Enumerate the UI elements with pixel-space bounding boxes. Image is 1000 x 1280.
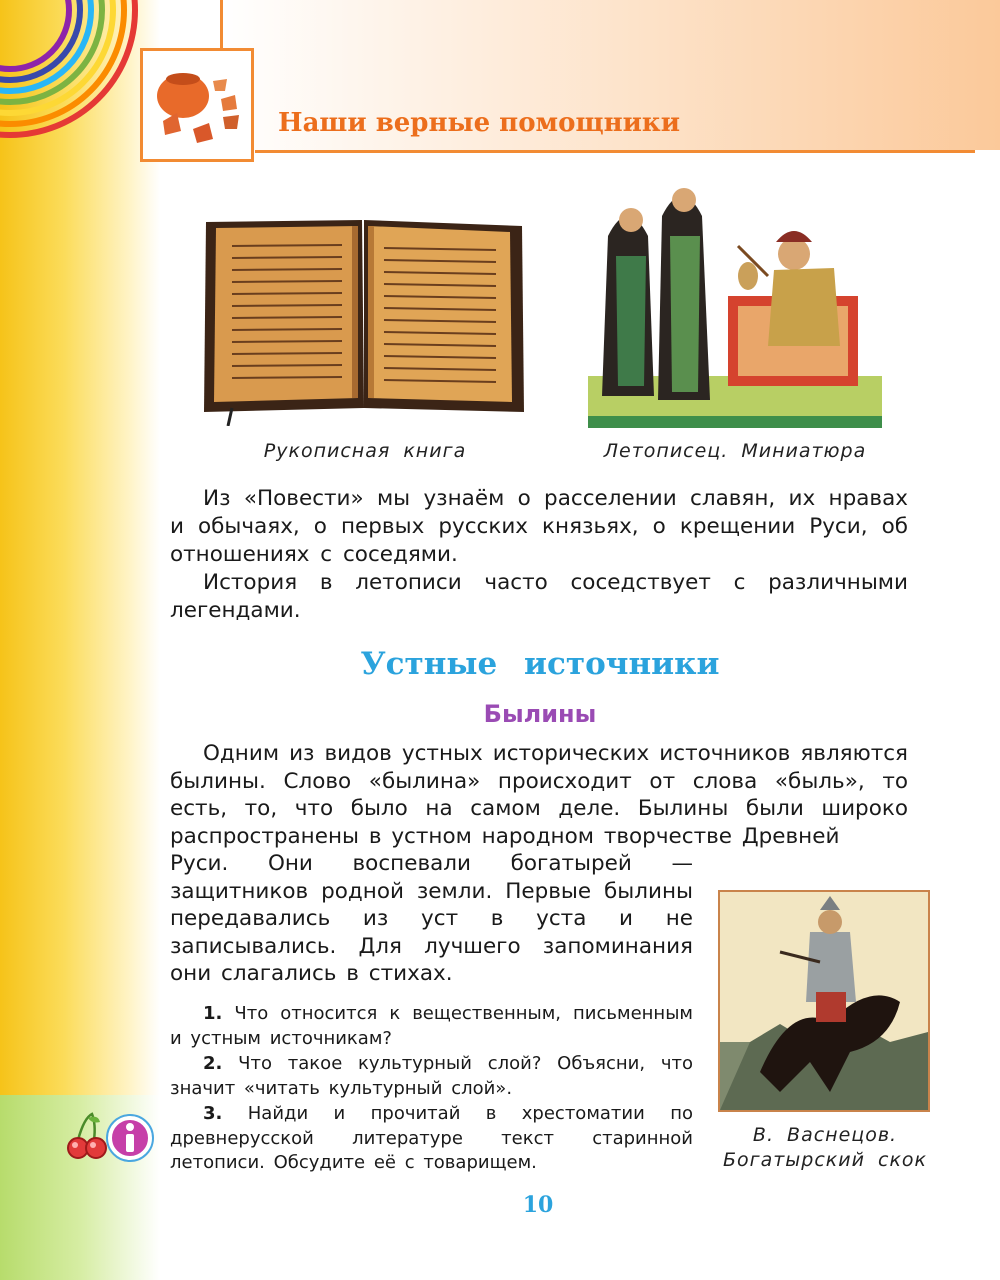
vasnetsov-caption-line2: Богатырский скок <box>722 1149 928 1171</box>
question-number: 3. <box>203 1103 223 1124</box>
task-icons <box>66 1110 156 1170</box>
book-caption: Рукописная книга <box>263 440 467 462</box>
question-text: Что такое культурный слой? Объясни, что значит «читать культурный слой». <box>170 1053 693 1099</box>
header-underline <box>255 150 975 153</box>
body-paragraph-wide <box>170 740 908 850</box>
rainbow-rings-decoration <box>0 0 140 140</box>
section-subtitle: Былины <box>483 700 597 728</box>
intro-paragraphs <box>170 485 908 625</box>
manuscript-book-image <box>192 212 536 426</box>
section-title: Устные источники <box>360 646 720 682</box>
question-item <box>170 1002 693 1051</box>
paragraph-povest: Из «Повести» мы узнаём о расселении славян, их нравах и обычаях, о первых русских князьях, о крещении Руси, об отношениях с соседями. <box>170 486 908 567</box>
questions-list <box>170 1002 693 1177</box>
page-number: 10 <box>522 1192 554 1218</box>
body-paragraph-narrow: Руси. Они воспевали богатырей — защитников родной земли. Первые былины передавались из уст в уста и не записывались. Для лучшего запоминания они слагались в стихах. <box>170 851 693 987</box>
question-number: 2. <box>203 1053 223 1074</box>
cherries-icon <box>68 1114 106 1158</box>
chronicler-miniature-image <box>588 176 882 428</box>
header-pottery-image <box>140 48 254 162</box>
question-number: 1. <box>203 1003 223 1024</box>
header-title: Наши верные помощники <box>278 108 680 138</box>
vasnetsov-painting-image <box>718 890 930 1112</box>
chronicler-caption: Летописец. Миниатюра <box>603 440 867 462</box>
question-item <box>170 1052 693 1101</box>
left-color-band <box>0 0 160 1280</box>
body-wide-text: Одним из видов устных исторических источников являются былины. Слово «былина» происходит от слова «быль», то есть, то, что было на самом деле. Былины были широко распространены в устном народном творчестве Древней <box>170 741 908 849</box>
info-icon <box>107 1115 153 1161</box>
vasnetsov-caption-line1: В. Васнецов. <box>752 1124 898 1146</box>
question-text: Что относится к вещественным, письменным и устным источникам? <box>170 1003 693 1049</box>
question-text: Найди и прочитай в хрестоматии по древнерусской литературе текст старинной летописи. Обсудите её с товарищем. <box>170 1103 693 1173</box>
paragraph-legends: История в летописи часто соседствует с различными легендами. <box>170 570 908 623</box>
header-vertical-line <box>220 0 223 48</box>
question-item <box>170 1102 693 1176</box>
